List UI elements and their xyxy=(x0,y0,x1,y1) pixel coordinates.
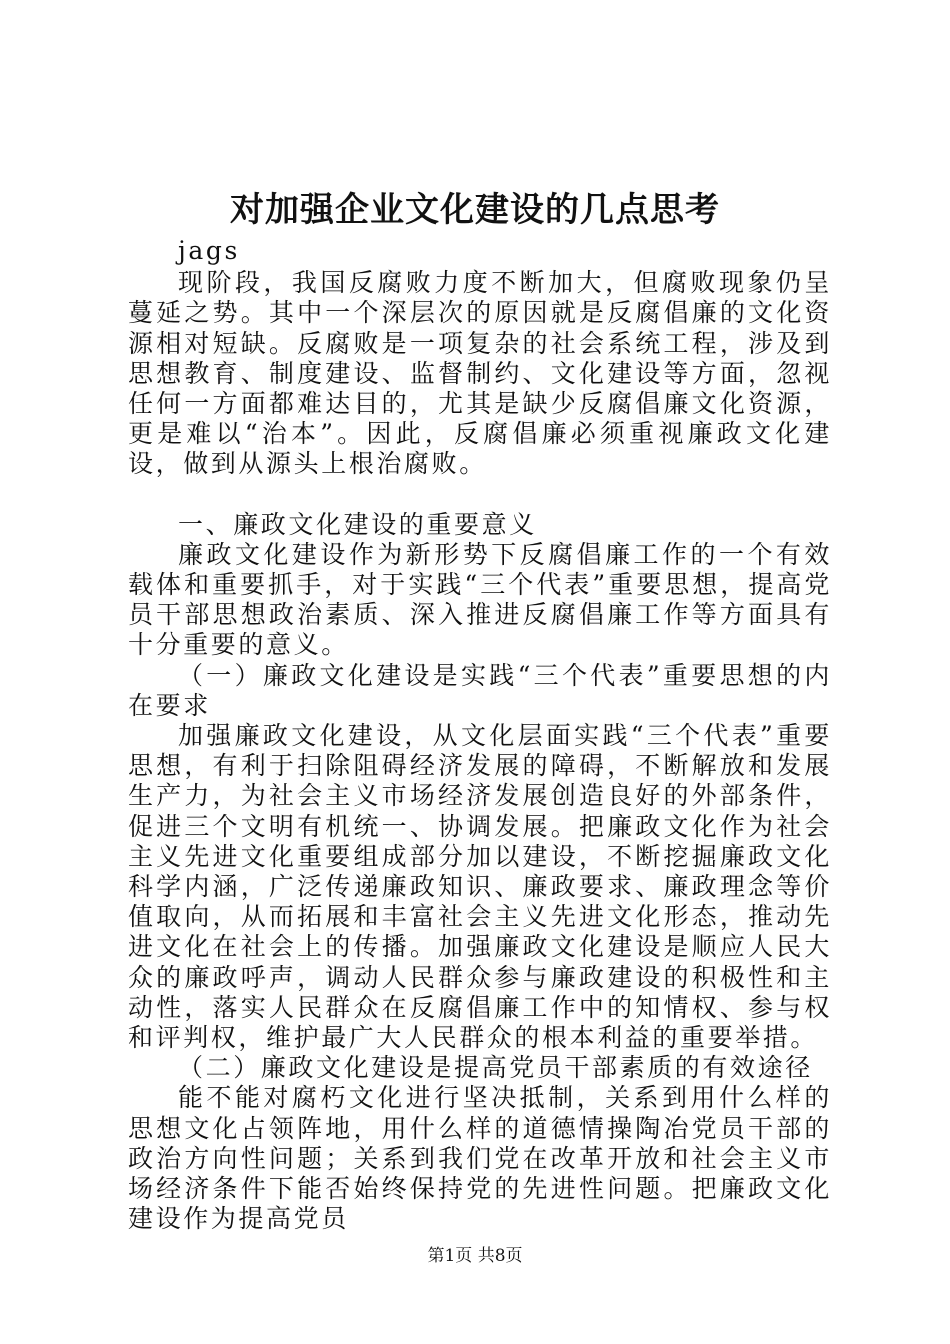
section-paragraph-1: 廉政文化建设作为新形势下反腐倡廉工作的一个有效载体和重要抓手，对于实践“三个代表”重要思想，提高党员干部思想政治素质、深入推进反腐倡廉工作等方面具有十分重要的意义。 xyxy=(128,539,832,660)
subsection-paragraph-1: 加强廉政文化建设，从文化层面实践“三个代表”重要思想，有利于扫除阻碍经济发展的障碍，不断解放和发展生产力，为社会主义市场经济发展创造良好的外部条件，促进三个文明有机统一、协调发展。把廉政文化作为社会主义先进文化重要组成部分加以建设，不断挖掘廉政文化科学内涵，广泛传递廉政知识、廉政要求、廉政理念等价值取向，从而拓展和丰富社会主义先进文化形态，推动先进文化在社会上的传播。加强廉政文化建设是顺应人民大众的廉政呼声，调动人民群众参与廉政建设的积极性和主动性，落实人民群众在反腐倡廉工作中的知情权、参与权和评判权，维护最广大人民群众的根本利益的重要举措。 xyxy=(128,721,832,1053)
subsection-paragraph-2: 能不能对腐朽文化进行坚决抵制，关系到用什么样的思想文化占领阵地，用什么样的道德情操陶冶党员干部的政治方向性问题；关系到我们党在改革开放和社会主义市场经济条件下能否始终保持党的先进性问题。把廉政文化建设作为提高党员 xyxy=(128,1083,832,1234)
subsection-heading-1: （一）廉政文化建设是实践“三个代表”重要思想的内在要求 xyxy=(128,660,832,720)
document-body xyxy=(128,236,832,1235)
section-heading-1: 一、廉政文化建设的重要意义 xyxy=(178,509,537,539)
subsection-heading-2: （二）廉政文化建设是提高党员干部素质的有效途径 xyxy=(178,1053,813,1083)
intro-paragraph: 现阶段，我国反腐败力度不断加大，但腐败现象仍呈蔓延之势。其中一个深层次的原因就是反腐倡廉的文化资源相对短缺。反腐败是一项复杂的社会系统工程，涉及到思想教育、制度建设、监督制约、文化建设等方面，忽视任何一方面都难达目的，尤其是缺少反腐倡廉文化资源，更是难以“治本”。因此，反腐倡廉必须重视廉政文化建设，做到从源头上根治腐败。 xyxy=(128,268,832,479)
author-line: jags xyxy=(178,236,240,265)
page-footer: 第1页 共8页 xyxy=(427,1246,523,1266)
document-title: 对加强企业文化建设的几点思考 xyxy=(230,190,720,230)
